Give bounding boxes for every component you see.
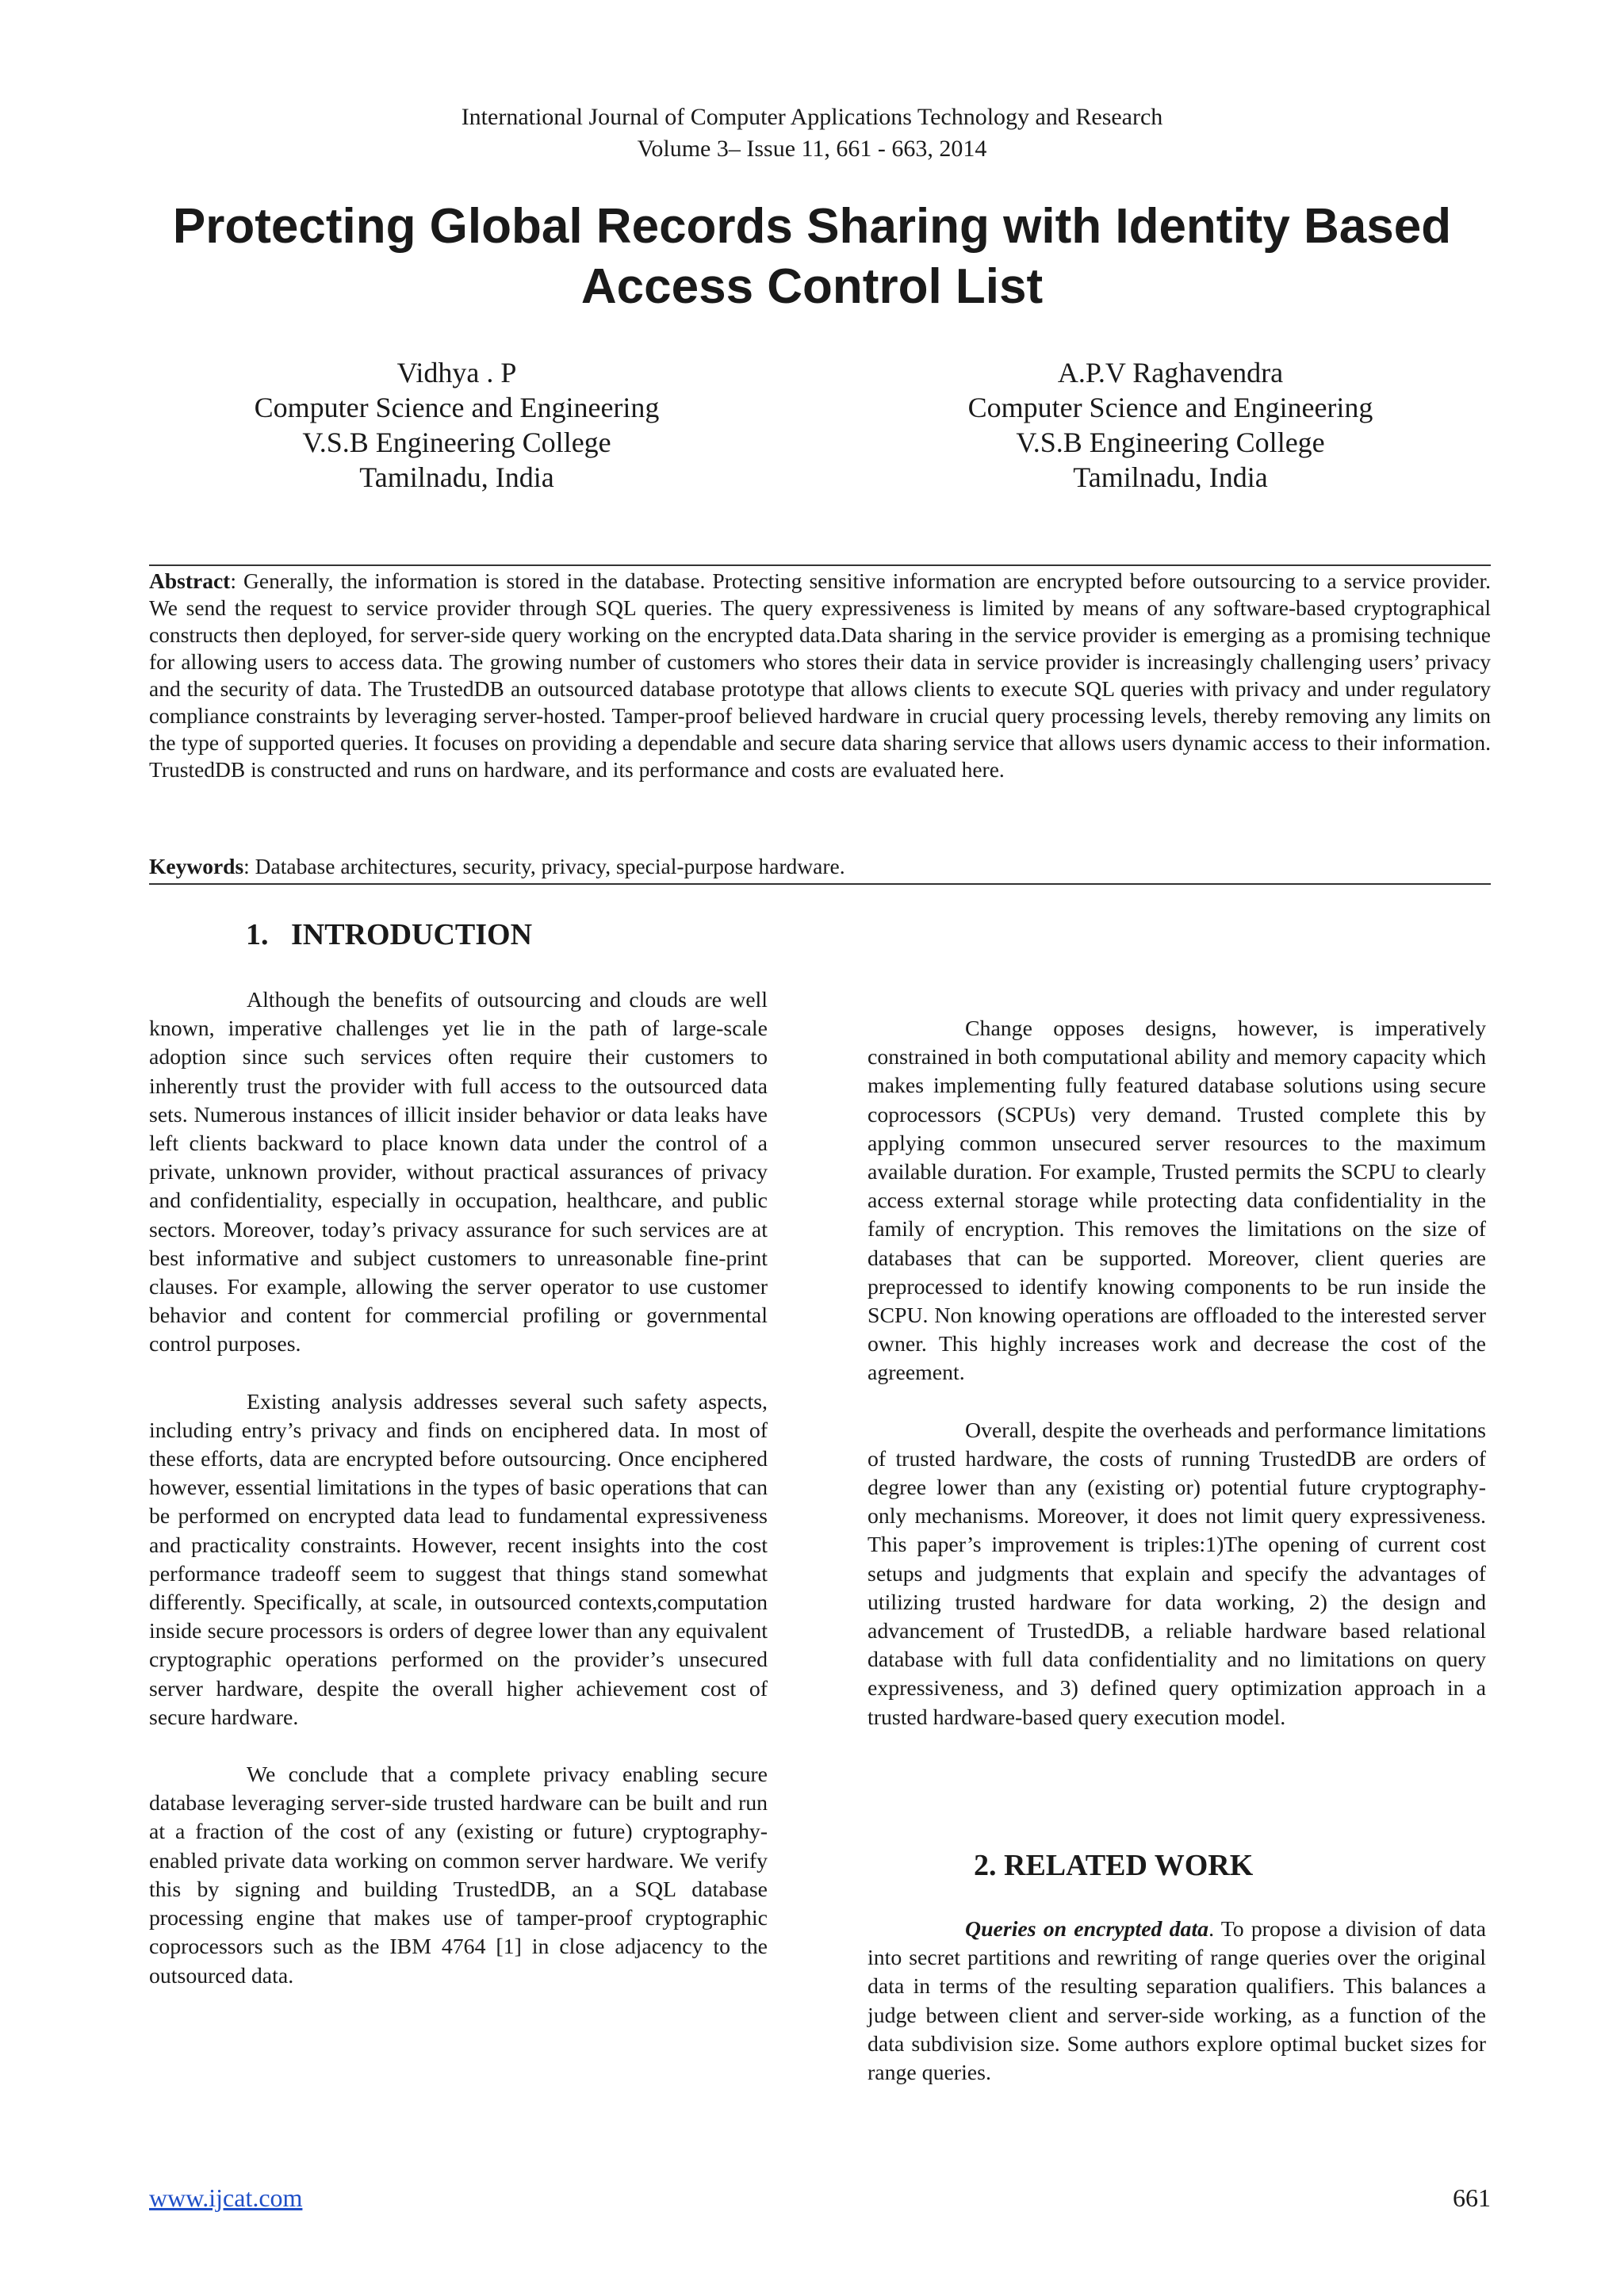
abstract-top-rule xyxy=(149,564,1491,566)
paragraph: Change opposes designs, however, is imperatively constrained in both computational ability and memory capacity which makes implementing fully featured database solutions using secure coprocessors (SCPUs) very demand. Trusted complete this by applying common unsecured server resources to the maximum available duration. For example, Trusted permits the SCPU to clearly access external storage while protecting data confidentiality in the family of encryption. This removes the limitations on the size of databases that can be supported. Moreover, client queries are preprocessed to identify knowing components to be run inside the SCPU. Non knowing operations are offloaded to the interested server owner. This highly increases work and decrease the cost of the agreement. xyxy=(868,1016,1486,1386)
author-dept: Computer Science and Engineering xyxy=(254,392,660,423)
keywords xyxy=(149,853,1491,880)
journal-volume: Volume 3– Issue 11, 661 - 663, 2014 xyxy=(637,136,987,162)
paragraph: We conclude that a complete privacy enabling secure database leveraging server-side trusted hardware can be built and run at a fraction of the cost of any (existing or future) cryptography-enabled private data working on common server hardware. We verify this by signing and building TrustedDB, an a SQL database processing engine that makes use of tamper-proof cryptographic coprocessors such as the IBM 4764 [1] in close adjacency to the outsourced data. xyxy=(149,1762,768,1988)
author-block-1 xyxy=(179,355,734,495)
abstract-label: Abstract xyxy=(149,568,231,593)
abstract-text: : Generally, the information is stored in the database. Protecting sensitive information are encrypted before outsourcing to a service provider. We send the request to service provider through SQL queries. The query expressiveness is limited by means of any software-based cryptographical constructs then deployed, for server-side query working on the encrypted data.Data sharing in the service provider is emerging as a promising technique for allowing users to access data. The growing number of customers who stores their data in service provider is increasingly challenging users’ privacy and the security of data. The TrustedDB an outsourced database prototype that allows clients to execute SQL queries with privacy and under regulatory compliance constraints by leveraging server-hosted. Tamper-proof believed hardware in crucial query processing levels, thereby removing any limits on the type of supported queries. It focuses on providing a dependable and secure data sharing service that allows users dynamic access to their information. TrustedDB is constructed and runs on hardware, and its performance and costs are evaluated here. xyxy=(149,568,1491,782)
paper-title xyxy=(119,197,1505,317)
paragraph: Although the benefits of outsourcing and clouds are well known, imperative challenges yet lie in the path of large-scale adoption since such services often require their customers to inherently trust the provider with full access to the outsourced data sets. Numerous instances of illicit insider behavior or data leaks have left clients backward to place known data under the control of a private, unknown provider, without practical assurances of privacy and confidentiality, especially in occupation, healthcare, and public sectors. Moreover, today’s privacy assurance for such services are at best informative and subject customers to unreasonable fine-print clauses. For example, allowing the server operator to use customer behavior and content for commercial profiling or governmental control purposes. xyxy=(149,988,768,1357)
left-column xyxy=(149,986,768,1991)
paragraph xyxy=(868,1915,1486,2087)
abstract xyxy=(149,568,1491,783)
title-line-1: Protecting Global Records Sharing with Identity Based xyxy=(172,199,1452,254)
right-column xyxy=(868,1015,1486,1732)
keywords-bottom-rule xyxy=(149,883,1491,885)
related-work-text: . To propose a division of data into secret partitions and rewriting of range queries over the original data in terms of the resulting separation qualifiers. This balances a judge between client and server-side working, as a function of the data subdivision size. Some authors explore optimal bucket sizes for range queries. xyxy=(868,1917,1486,2086)
author-name: A.P.V Raghavendra xyxy=(1057,357,1284,388)
keywords-text: : Database architectures, security, privacy, special-purpose hardware. xyxy=(243,854,845,878)
introduction-heading: 1. INTRODUCTION xyxy=(246,918,533,951)
related-work-heading: 2. RELATED WORK xyxy=(974,1849,1254,1882)
author-name: Vidhya . P xyxy=(396,357,517,388)
paragraph: Existing analysis addresses several such safety aspects, including entry’s privacy and finds on enciphered data. In most of these efforts, data are encrypted before outsourcing. Once enciphered however, essential limitations in the types of basic operations that can be performed on encrypted data lead to fundamental expressiveness and practicality constraints. However, recent insights into the cost performance tradeoff seem to suggest that things stand somewhat differently. Specifically, at scale, in outsourced contexts,computation inside secure processors is orders of degree lower than any equivalent cryptographic operations performed on the provider’s unsecured server hardware, despite the overall higher achievement cost of secure hardware. xyxy=(149,1389,768,1730)
page-number: 661 xyxy=(1453,2183,1491,2212)
paragraph: Overall, despite the overheads and performance limitations of trusted hardware, the costs of running TrustedDB are orders of degree lower than any (existing or) potential future cryptography-only mechanisms. Moreover, it does not limit query expressiveness. This paper’s improvement is triples:1)The opening of current cost setups and judgments that explain and specify the advantages of utilizing trusted hardware for data working, 2) the design and advancement of TrustedDB, a reliable hardware based relational database with full data confidentiality and no limitations on query expressiveness, and 3) defined query optimization approach in a trusted hardware-based query execution model. xyxy=(868,1418,1486,1730)
author-dept: Computer Science and Engineering xyxy=(967,392,1373,423)
author-college: V.S.B Engineering College xyxy=(1016,427,1325,458)
title-line-2: Access Control List xyxy=(580,259,1044,314)
journal-name: International Journal of Computer Applications Technology and Research xyxy=(461,104,1163,130)
related-work-lead: Queries on encrypted data xyxy=(965,1917,1209,1942)
related-work-body xyxy=(868,1915,1486,2087)
author-block-2 xyxy=(893,355,1448,495)
author-college: V.S.B Engineering College xyxy=(302,427,611,458)
keywords-label: Keywords xyxy=(149,854,244,878)
author-location: Tamilnadu, India xyxy=(1073,461,1268,493)
journal-website-link[interactable]: www.ijcat.com xyxy=(149,2183,303,2212)
author-location: Tamilnadu, India xyxy=(359,461,554,493)
journal-header xyxy=(0,101,1624,165)
